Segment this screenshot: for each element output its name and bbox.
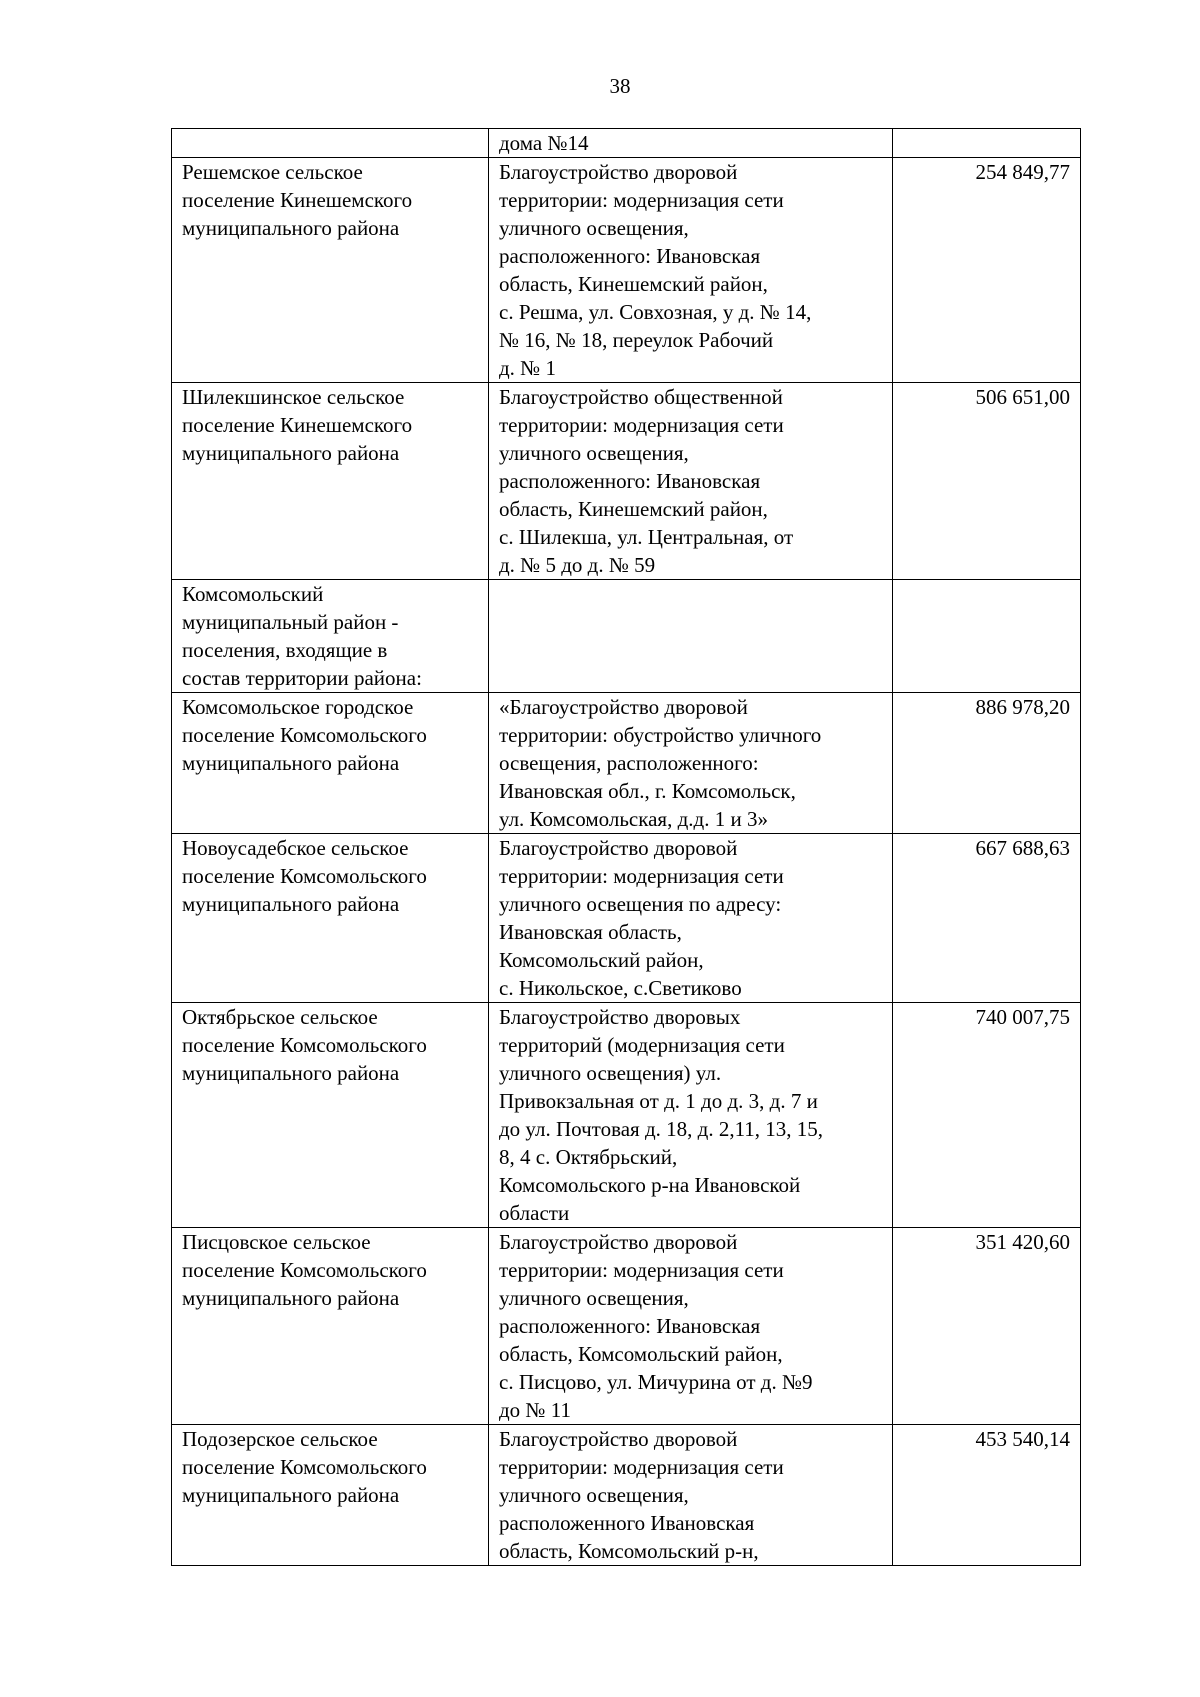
table-row [172,1228,1081,1425]
project-description-cell: Благоустройство дворовой территории: модернизация сети уличного освещения, расположенного Ивановская область, Комсомольский р-н, [489,1425,893,1566]
project-description-cell: Благоустройство дворовой территории: модернизация сети уличного освещения, расположенного: Ивановская область, Кинешемский район, с. Решма, ул. Совхозная, у д. № 14, № 16, № 18, переулок Рабочий д. № 1 [489,158,893,383]
table-row [172,693,1081,834]
table-row [172,1003,1081,1228]
project-description-cell [489,580,893,693]
amount-cell: 667 688,63 [893,834,1081,1003]
settlement-name-cell: Шилекшинское сельское поселение Кинешемского муниципального района [172,383,489,580]
project-description-cell: Благоустройство общественной территории: модернизация сети уличного освещения, расположенного: Ивановская область, Кинешемский район, с. Шилекша, ул. Центральная, от д. № 5 до д. № 59 [489,383,893,580]
project-description-cell: Благоустройство дворовых территорий (модернизация сети уличного освещения) ул. Привокзальная от д. 1 до д. 3, д. 7 и до ул. Почтовая д. 18, д. 2,11, 13, 15, 8, 4 с. Октябрьский, Комсомольского р-на Ивановской области [489,1003,893,1228]
amount-cell: 886 978,20 [893,693,1081,834]
project-description-cell: Благоустройство дворовой территории: модернизация сети уличного освещения, расположенного: Ивановская область, Комсомольский район, с. Писцово, ул. Мичурина от д. №9 до № 11 [489,1228,893,1425]
settlement-name-cell: Решемское сельское поселение Кинешемского муниципального района [172,158,489,383]
amount-cell: 506 651,00 [893,383,1081,580]
project-description-cell: Благоустройство дворовой территории: модернизация сети уличного освещения по адресу: Ивановская область, Комсомольский район, с. Никольское, с.Светиково [489,834,893,1003]
table-row [172,158,1081,383]
project-description-cell: «Благоустройство дворовой территории: обустройство уличного освещения, расположенного: Ивановская обл., г. Комсомольск, ул. Комсомольская, д.д. 1 и 3» [489,693,893,834]
amount-cell: 740 007,75 [893,1003,1081,1228]
amount-cell: 351 420,60 [893,1228,1081,1425]
table-row [172,1425,1081,1566]
amount-cell [893,580,1081,693]
amount-cell: 453 540,14 [893,1425,1081,1566]
settlement-name-cell [172,129,489,158]
settlement-name-cell: Октябрьское сельское поселение Комсомольского муниципального района [172,1003,489,1228]
table-row [172,580,1081,693]
funding-table [171,128,1081,1566]
settlement-name-cell: Подозерское сельское поселение Комсомольского муниципального района [172,1425,489,1566]
table-row [172,383,1081,580]
table-row [172,834,1081,1003]
amount-cell: 254 849,77 [893,158,1081,383]
table-row [172,129,1081,158]
amount-cell [893,129,1081,158]
page-number: 38 [609,74,631,98]
settlement-name-cell: Комсомольское городское поселение Комсомольского муниципального района [172,693,489,834]
settlement-name-cell: Писцовское сельское поселение Комсомольского муниципального района [172,1228,489,1425]
project-description-cell: дома №14 [489,129,893,158]
settlement-name-cell: Новоусадебское сельское поселение Комсомольского муниципального района [172,834,489,1003]
district-header-cell: Комсомольский муниципальный район - поселения, входящие в состав территории района: [172,580,489,693]
